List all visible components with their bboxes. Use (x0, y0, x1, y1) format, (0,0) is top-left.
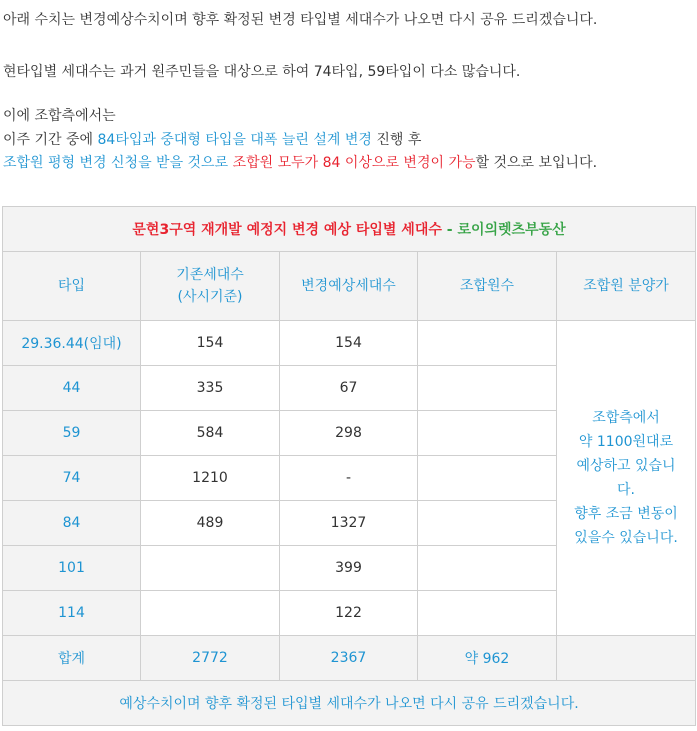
row-existing: 584 (141, 411, 280, 456)
header-allocation: 조합원 분양가 (557, 252, 696, 321)
row-members (418, 321, 557, 366)
row-changed: 298 (280, 411, 418, 456)
allocation-note-line-2: 약 1100원대로 (578, 434, 674, 450)
intro-line-1: 아래 수치는 변경예상수치이며 향후 확정된 변경 타입별 세대수가 나오면 다시 공유 드리겠습니다. (3, 12, 598, 28)
allocation-note-line-3: 예상하고 있습니 (576, 458, 676, 474)
row-type: 114 (3, 591, 141, 636)
row-members (418, 411, 557, 456)
intro-line-2: 현타입별 세대수는 과거 원주민들을 대상으로 하여 74타입, 59타입이 다소 많습니다. (3, 64, 521, 80)
intro-line-3: 이에 조합측에서는 (3, 108, 116, 124)
table-title (3, 207, 696, 252)
row-type: 74 (3, 456, 141, 501)
total-allocation (557, 636, 696, 681)
total-changed: 2367 (280, 636, 418, 681)
row-type: 44 (3, 366, 141, 411)
row-type: 29.36.44(임대) (3, 321, 141, 366)
row-existing: 154 (141, 321, 280, 366)
row-members (418, 546, 557, 591)
allocation-note-line-6: 있을수 있습니다. (574, 530, 678, 546)
allocation-note-line-1: 조합측에서 (592, 410, 660, 426)
intro-line-4-highlight: 84타입과 중대형 타입을 대폭 늘린 설계 변경 (97, 132, 372, 148)
table-footer-note: 예상수치이며 향후 확정된 타입별 세대수가 나오면 다시 공유 드리겠습니다. (3, 681, 696, 726)
row-existing (141, 546, 280, 591)
row-members (418, 456, 557, 501)
header-members: 조합원수 (418, 252, 557, 321)
row-members (418, 366, 557, 411)
row-type: 84 (3, 501, 141, 546)
header-existing (141, 252, 280, 321)
row-type: 59 (3, 411, 141, 456)
total-members: 약 962 (418, 636, 557, 681)
allocation-note-line-4: 다. (617, 482, 636, 498)
row-members (418, 501, 557, 546)
total-label: 합계 (3, 636, 141, 681)
header-changed: 변경예상세대수 (280, 252, 418, 321)
row-existing: 335 (141, 366, 280, 411)
intro-line-4 (3, 129, 421, 151)
intro-line-5 (3, 152, 597, 174)
row-changed: - (280, 456, 418, 501)
row-existing: 1210 (141, 456, 280, 501)
row-changed: 154 (280, 321, 418, 366)
intro-line-5-text: 조합원 평형 변경 신청을 받을 것으로 (3, 155, 233, 171)
intro-line-5-end: 할 것으로 보입니다. (475, 155, 598, 171)
intro-line-4-text: 이주 기간 중에 (3, 132, 98, 148)
header-type: 타입 (3, 252, 141, 321)
allocation-note-line-5: 향후 조금 변동이 (574, 506, 678, 522)
row-changed: 1327 (280, 501, 418, 546)
table-title-main: 문현3구역 재개발 예정지 변경 예상 타입별 세대수 (132, 222, 442, 238)
allocation-note (557, 321, 696, 636)
table-title-separator: - (441, 222, 458, 238)
row-type: 101 (3, 546, 141, 591)
row-changed: 122 (280, 591, 418, 636)
table-row (3, 321, 696, 366)
total-row (3, 636, 696, 681)
table-title-source: 로이의렛츠부동산 (457, 222, 566, 238)
total-existing: 2772 (141, 636, 280, 681)
header-existing-line-2: (사시기준) (177, 289, 243, 305)
row-changed: 67 (280, 366, 418, 411)
row-members (418, 591, 557, 636)
row-changed: 399 (280, 546, 418, 591)
intro-line-4-end: 진행 후 (371, 132, 422, 148)
row-existing (141, 591, 280, 636)
header-existing-line-1: 기존세대수 (176, 267, 244, 283)
unit-count-table (2, 206, 696, 726)
intro-line-5-highlight: 조합원 모두가 84 이상으로 변경이 가능 (232, 155, 476, 171)
row-existing: 489 (141, 501, 280, 546)
